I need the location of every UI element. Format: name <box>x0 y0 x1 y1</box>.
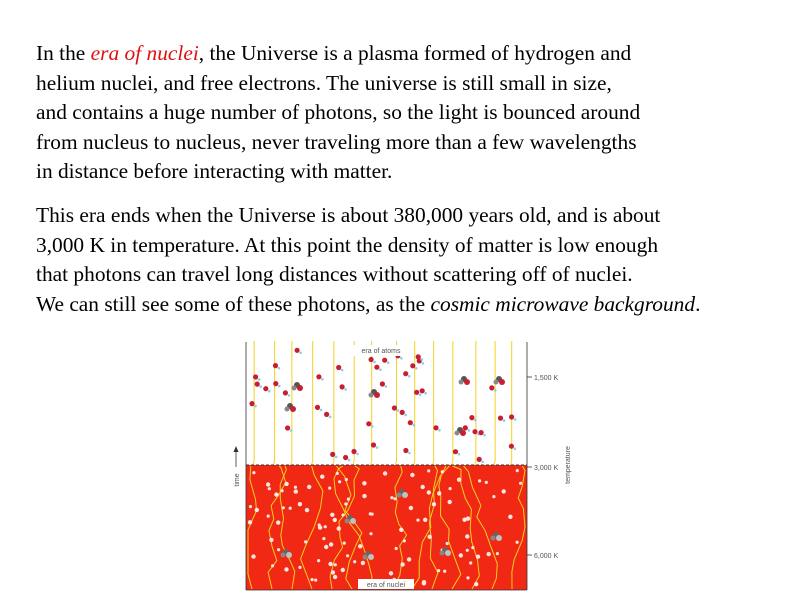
helium-nucleus <box>297 385 303 391</box>
free-particle <box>324 525 327 528</box>
free-particle <box>421 485 425 489</box>
bound-electron <box>335 456 338 459</box>
free-particle <box>369 512 372 515</box>
hydrogen-atom <box>479 430 484 435</box>
free-particle <box>294 486 297 489</box>
hydrogen-atom <box>433 425 438 430</box>
text-line: helium nuclei, and free electrons. The universe is still small in size, <box>36 70 612 95</box>
time-arrow-icon <box>234 446 239 452</box>
hydrogen-atom <box>403 448 408 453</box>
hydrogen-atom <box>403 371 408 376</box>
helium-nucleus <box>292 386 297 391</box>
free-particle <box>516 541 519 544</box>
bound-electron <box>373 361 376 364</box>
free-particle <box>304 540 307 543</box>
free-particle <box>448 500 452 504</box>
free-particle <box>443 570 446 573</box>
free-particle <box>446 542 449 545</box>
bound-electron <box>278 385 281 388</box>
free-particle <box>343 542 346 545</box>
free-particle <box>485 481 488 484</box>
hydrogen-atom <box>408 420 413 425</box>
hydrogen-atom <box>374 365 379 370</box>
free-particle <box>269 538 273 542</box>
tick-label-6000: 6,000 K <box>534 553 559 560</box>
era-of-nuclei-label: era of nuclei <box>366 582 406 589</box>
free-particle <box>362 494 366 498</box>
text-line: and contains a huge number of photons, so the light is bounced around <box>36 100 641 124</box>
free-particle <box>305 508 309 512</box>
free-particle <box>466 516 470 520</box>
bound-electron <box>419 394 422 397</box>
bound-electron <box>288 394 291 397</box>
tick-label-1500: 1,500 K <box>534 375 559 382</box>
free-particle <box>328 487 331 490</box>
hydrogen-atom <box>315 405 320 410</box>
free-particle <box>400 562 404 566</box>
free-particle <box>422 580 426 584</box>
free-particle <box>427 469 430 472</box>
bound-electron <box>290 429 293 432</box>
bound-electron <box>494 389 497 392</box>
helium-nucleus <box>369 393 374 398</box>
helium-nucleus <box>460 430 466 436</box>
free-particle <box>410 473 414 477</box>
free-particle <box>346 554 349 557</box>
era-of-nuclei-term: era of nuclei <box>90 41 199 65</box>
time-axis-label: time <box>234 473 241 487</box>
free-particle <box>469 561 472 564</box>
free-particle <box>271 564 274 567</box>
free-particle <box>409 506 413 510</box>
helium-nucleus <box>402 492 408 498</box>
free-particle <box>266 482 270 486</box>
free-particle <box>330 513 334 517</box>
helium-nucleus <box>464 379 470 385</box>
free-particle <box>268 487 271 490</box>
free-particle <box>492 495 495 498</box>
bound-electron <box>468 429 471 432</box>
hydrogen-atom <box>472 429 477 434</box>
free-particle <box>432 502 436 506</box>
helium-nucleus <box>374 392 380 398</box>
text-line: in distance before interacting with matter. <box>36 159 393 183</box>
bound-electron <box>458 453 461 456</box>
helium-nucleus <box>459 380 464 385</box>
bound-electron <box>415 367 418 370</box>
hydrogen-atom <box>336 365 341 370</box>
free-particle <box>362 481 366 485</box>
bound-electron <box>481 461 484 464</box>
bound-electron <box>320 409 323 412</box>
free-particle <box>311 578 314 581</box>
hydrogen-atom <box>469 415 474 420</box>
bound-electron <box>408 375 411 378</box>
free-particle <box>333 575 337 579</box>
free-particle <box>449 487 452 490</box>
hydrogen-atom <box>263 386 268 391</box>
hydrogen-atom <box>255 382 260 387</box>
bound-electron <box>379 368 382 371</box>
bound-electron <box>254 405 257 408</box>
text-line: that photons can travel long distances without scattering off of nuclei. <box>36 262 633 286</box>
text-line: from nucleus to nucleus, never traveling more than a few wavelengths <box>36 129 637 154</box>
hydrogen-atom <box>463 425 468 430</box>
bound-electron <box>424 392 427 395</box>
hydrogen-atom <box>509 414 514 419</box>
free-particle <box>333 518 337 522</box>
hydrogen-atom <box>382 358 387 363</box>
bound-electron <box>356 453 359 456</box>
free-particle <box>441 470 444 473</box>
free-particle <box>322 537 325 540</box>
free-particle <box>428 535 432 539</box>
free-particle <box>276 520 280 524</box>
free-particle <box>487 552 491 556</box>
bound-electron <box>321 378 324 381</box>
free-particle <box>338 480 341 483</box>
bound-electron <box>376 446 379 449</box>
tick-label-3000: 3,000 K <box>534 465 559 472</box>
free-particle <box>466 549 469 552</box>
bound-electron <box>400 357 403 360</box>
hydrogen-atom <box>273 363 278 368</box>
free-particle <box>298 566 301 569</box>
free-particle <box>267 515 270 518</box>
bound-electron <box>268 390 271 393</box>
recombination-diagram <box>228 340 588 595</box>
free-particle <box>403 539 406 542</box>
free-particle <box>395 547 398 550</box>
paragraph-era-end <box>36 201 700 319</box>
free-particle <box>317 559 320 562</box>
free-particle <box>277 548 280 551</box>
hydrogen-atom <box>316 374 321 379</box>
hydrogen-atom <box>414 390 419 395</box>
bound-electron <box>258 378 261 381</box>
helium-nucleus <box>440 551 445 556</box>
helium-nucleus <box>290 406 296 412</box>
hydrogen-atom <box>343 455 348 460</box>
hydrogen-atom <box>509 444 514 449</box>
cmb-term: cosmic microwave background <box>430 291 696 316</box>
free-particle <box>427 490 431 494</box>
free-particle <box>298 502 302 506</box>
free-particle <box>474 582 478 586</box>
text-line: We can still see some of these photons, as the <box>36 291 431 316</box>
free-particle <box>331 570 335 574</box>
bound-electron <box>483 434 486 437</box>
text-line: , the Universe is a plasma formed of hydrogen and <box>198 41 632 65</box>
helium-nucleus <box>368 554 374 560</box>
bound-electron <box>387 361 390 364</box>
temperature-axis-label: temperature <box>565 446 572 484</box>
free-particle <box>320 475 324 479</box>
free-particle <box>329 542 333 546</box>
hydrogen-atom <box>400 410 405 415</box>
bound-electron <box>438 429 441 432</box>
bound-electron <box>404 414 407 417</box>
free-particle <box>476 555 480 559</box>
hydrogen-atom <box>273 381 278 386</box>
free-particle <box>399 528 403 532</box>
free-particle <box>353 560 356 563</box>
bound-electron <box>278 367 281 370</box>
hydrogen-atom <box>489 385 494 390</box>
free-particle <box>328 562 332 566</box>
free-particle <box>361 561 365 565</box>
free-particle <box>423 518 427 522</box>
helium-nucleus <box>350 518 356 524</box>
free-particle <box>416 519 419 522</box>
hydrogen-atom <box>324 412 329 417</box>
free-particle <box>274 492 278 496</box>
free-particle <box>508 515 512 519</box>
hydrogen-atom <box>420 388 425 393</box>
free-particle <box>471 546 474 549</box>
free-particle <box>334 563 337 566</box>
bound-electron <box>385 385 388 388</box>
bound-electron <box>341 369 344 372</box>
bound-electron <box>259 385 262 388</box>
free-particle <box>294 489 298 493</box>
free-particle <box>284 482 288 486</box>
free-particle <box>289 507 292 510</box>
free-particle <box>496 552 499 555</box>
hydrogen-atom <box>498 416 503 421</box>
bound-electron <box>503 419 506 422</box>
free-particle <box>251 554 255 558</box>
hydrogen-atom <box>416 354 421 359</box>
hydrogen-atom <box>253 374 258 379</box>
hydrogen-atom <box>392 405 397 410</box>
era-of-atoms-label: era of atoms <box>361 348 401 355</box>
hydrogen-atom <box>380 381 385 386</box>
text-line: 3,000 K in temperature. At this point the density of matter is low enough <box>36 232 659 257</box>
helium-nucleus <box>397 493 402 498</box>
text-line: This era ends when the Universe is about 380,000 years old, and is about <box>36 203 661 227</box>
free-particle <box>347 498 350 501</box>
free-particle <box>459 553 463 557</box>
bound-electron <box>371 425 374 428</box>
free-particle <box>324 545 328 549</box>
free-particle <box>358 544 362 548</box>
bound-electron <box>344 388 347 391</box>
hydrogen-atom <box>330 452 335 457</box>
bound-electron <box>474 419 477 422</box>
free-particle <box>318 523 321 526</box>
free-particle <box>341 568 345 572</box>
free-particle <box>407 557 411 561</box>
free-particle <box>457 478 461 482</box>
free-particle <box>389 571 393 575</box>
hydrogen-atom <box>285 425 290 430</box>
free-particle <box>516 469 519 472</box>
bound-electron <box>422 362 425 365</box>
hydrogen-atom <box>366 421 371 426</box>
hydrogen-atom <box>371 442 376 447</box>
bound-electron <box>329 416 332 419</box>
helium-nucleus <box>286 552 292 558</box>
bound-electron <box>413 424 416 427</box>
bound-electron <box>397 409 400 412</box>
hydrogen-atom <box>351 449 356 454</box>
helium-nucleus <box>445 550 451 556</box>
bound-electron <box>408 452 411 455</box>
free-particle <box>519 482 522 485</box>
free-particle <box>284 567 288 571</box>
text-period: . <box>695 291 701 316</box>
free-particle <box>390 496 393 499</box>
free-particle <box>249 505 252 508</box>
diagram-canvas <box>228 340 588 595</box>
bound-electron <box>514 418 517 421</box>
free-particle <box>337 526 341 530</box>
free-particle <box>466 576 469 579</box>
hydrogen-atom <box>410 363 415 368</box>
bound-electron <box>348 459 351 462</box>
free-particle <box>252 471 255 474</box>
helium-nucleus <box>499 379 505 385</box>
helium-nucleus <box>496 535 502 541</box>
hydrogen-atom <box>283 390 288 395</box>
free-particle <box>437 569 440 572</box>
free-particle <box>314 579 317 582</box>
bound-electron <box>514 447 517 450</box>
free-particle <box>282 506 285 509</box>
hydrogen-atom <box>295 348 300 353</box>
helium-nucleus <box>345 519 350 524</box>
bound-electron <box>299 352 302 355</box>
free-particle <box>502 489 506 493</box>
hydrogen-atom <box>340 384 345 389</box>
helium-nucleus <box>285 407 290 412</box>
free-particle <box>369 532 372 535</box>
free-particle <box>345 478 348 481</box>
free-particle <box>307 485 311 489</box>
free-particle <box>383 471 387 475</box>
helium-nucleus <box>494 380 499 385</box>
free-particle <box>344 502 347 505</box>
free-particle <box>255 508 259 512</box>
helium-nucleus <box>363 555 368 560</box>
hydrogen-atom <box>369 357 374 362</box>
free-particle <box>281 489 284 492</box>
free-particle <box>336 472 339 475</box>
free-particle <box>465 534 469 538</box>
free-particle <box>342 513 345 516</box>
helium-nucleus <box>281 553 286 558</box>
bound-electron <box>420 358 423 361</box>
helium-nucleus <box>491 536 496 541</box>
hydrogen-atom <box>477 457 482 462</box>
free-particle <box>393 497 396 500</box>
hydrogen-atom <box>249 401 254 406</box>
text-segment: In the <box>36 41 91 65</box>
free-particle <box>478 479 481 482</box>
hydrogen-atom <box>453 449 458 454</box>
free-particle <box>437 491 441 495</box>
free-particle <box>248 520 252 524</box>
helium-nucleus <box>455 431 460 436</box>
paragraph-era-of-nuclei <box>36 39 640 187</box>
